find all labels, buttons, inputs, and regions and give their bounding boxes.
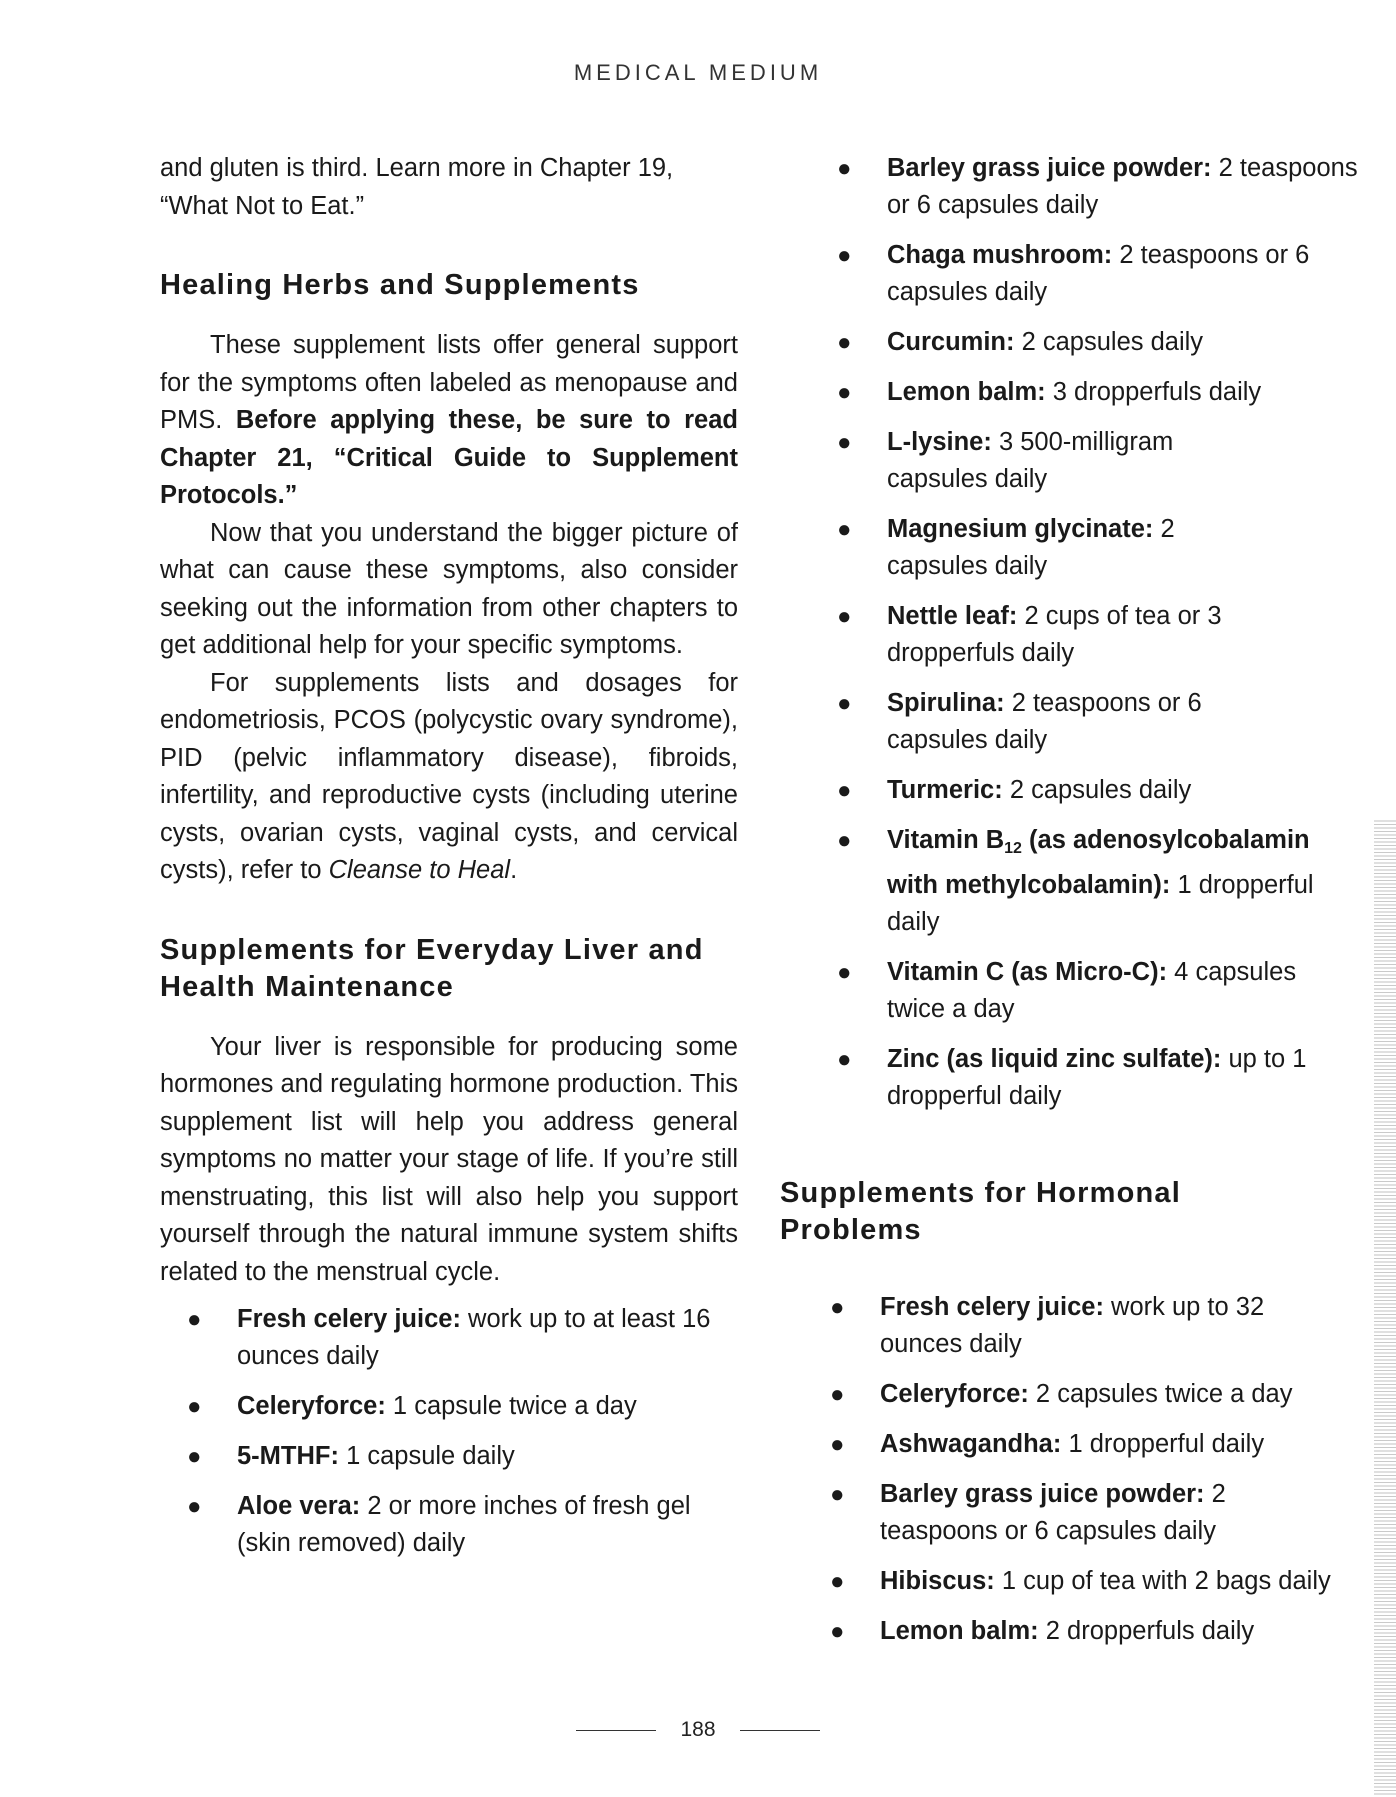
list-item	[773, 1613, 1360, 1650]
paragraph-text: These supplement lists offer general support for the symptoms often labeled as menopause and PMS.	[160, 331, 738, 434]
supplement-dose: 2 capsules daily	[1009, 776, 1192, 804]
bullet-icon: ●	[187, 1393, 202, 1420]
bullet-icon: ●	[187, 1306, 202, 1333]
paragraph-intro-supplements	[160, 327, 738, 515]
bullet-icon: ●	[830, 1431, 845, 1458]
list-item	[780, 511, 1360, 585]
subscript-12: 12	[1004, 840, 1022, 857]
supplement-dose: 2 teaspoons or 6 capsules daily	[887, 241, 1310, 306]
bullet-icon: ●	[830, 1481, 845, 1508]
list-item	[773, 1563, 1396, 1600]
list-item	[780, 822, 1360, 941]
list-item	[142, 1388, 738, 1425]
liver-supplement-list-continued	[780, 150, 1360, 1115]
list-item	[780, 324, 1360, 361]
list-item	[773, 1426, 1360, 1463]
supplement-dose: 1 cup of tea with 2 bags daily	[1001, 1567, 1331, 1595]
supplement-name: Barley grass juice powder:	[887, 154, 1212, 182]
bullet-icon: ●	[837, 690, 852, 717]
supplement-name: L-lysine:	[887, 428, 992, 456]
bullet-icon: ●	[830, 1568, 845, 1595]
bullet-icon: ●	[837, 959, 852, 986]
right-column	[780, 150, 1360, 1663]
supplement-dose: 2 teaspoons or 6 capsules daily	[887, 154, 1358, 219]
intro-paragraph: and gluten is third. Learn more in Chapter 19, “What Not to Eat.”	[160, 154, 674, 220]
list-item	[773, 1376, 1360, 1413]
running-head: MEDICAL MEDIUM	[573, 60, 823, 85]
supplement-dose: 1 capsule twice a day	[392, 1392, 637, 1420]
supplement-name: Lemon balm:	[887, 378, 1046, 406]
paragraph-end: .	[510, 856, 518, 884]
bullet-icon: ●	[837, 242, 852, 269]
scan-edge-artifact	[1374, 820, 1396, 1797]
bullet-icon: ●	[837, 155, 852, 182]
supplement-name-pre: Vitamin B	[887, 826, 1005, 854]
supplement-name: 5-MTHF:	[237, 1442, 339, 1470]
supplement-dose: work up to 32 ounces daily	[880, 1293, 1265, 1358]
supplement-name: Magnesium glycinate:	[887, 515, 1154, 543]
supplement-name: Curcumin:	[887, 328, 1015, 356]
supplement-name: Turmeric:	[887, 776, 1003, 804]
supplement-dose: 2 dropperfuls daily	[1045, 1617, 1255, 1645]
supplement-dose: 3 500-milligram capsules daily	[887, 428, 1174, 493]
paragraph-liver: Your liver is responsible for producing some hormones and regulating hormone production. This supplement list will help you address general symptoms no matter your stage of life. If you’re still menstruating, this list will also help you support yourself through the natural immune system shifts related to the menstrual cycle.	[160, 1032, 738, 1286]
hormonal-supplement-list	[773, 1289, 1360, 1650]
supplement-dose: 2 capsules twice a day	[1035, 1380, 1293, 1408]
supplement-dose: 2 or more inches of fresh gel (skin removed) daily	[237, 1492, 691, 1557]
supplement-name: Celeryforce:	[237, 1392, 386, 1420]
footer-rule-left	[576, 1730, 656, 1731]
section-heading-liver-maintenance: Supplements for Everyday Liver and Health Maintenance	[160, 933, 704, 1003]
supplement-dose: up to 1 dropperful daily	[887, 1045, 1307, 1110]
supplement-name: Vitamin C (as Micro-C):	[887, 958, 1168, 986]
bullet-icon: ●	[830, 1381, 845, 1408]
supplement-name: Spirulina:	[887, 689, 1005, 717]
list-item	[780, 374, 1360, 411]
bullet-icon: ●	[837, 429, 852, 456]
page-number: 188	[680, 1718, 716, 1741]
supplement-dose: 2 teaspoons or 6 capsules daily	[880, 1480, 1226, 1545]
list-item	[780, 150, 1360, 224]
paragraph-bigger-picture: Now that you understand the bigger picture of what can cause these symptoms, also consider seeking out the information from other chapters to get additional help for your specific symptoms.	[160, 518, 738, 659]
section-healing-herbs-body	[160, 327, 738, 890]
paragraph-bold-note: Before applying these, be sure to read Chapter 21, “Critical Guide to Supplement Protocols.”	[160, 406, 738, 509]
section-heading-healing-herbs: Healing Herbs and Supplements	[160, 269, 640, 301]
list-item	[780, 772, 1360, 809]
supplement-dose: 4 capsules twice a day	[887, 958, 1297, 1023]
left-column	[160, 150, 738, 1575]
bullet-icon: ●	[837, 329, 852, 356]
list-item	[780, 954, 1360, 1028]
bullet-icon: ●	[187, 1493, 202, 1520]
list-item	[780, 598, 1360, 672]
list-item	[780, 685, 1360, 759]
list-item	[142, 1438, 738, 1475]
paragraph-refer-cleanse	[160, 665, 738, 890]
list-item	[773, 1289, 1360, 1363]
bullet-icon: ●	[837, 777, 852, 804]
supplement-dose: 1 dropperful daily	[1068, 1430, 1265, 1458]
bullet-icon: ●	[837, 827, 852, 854]
list-item	[773, 1476, 1360, 1550]
bullet-icon: ●	[837, 379, 852, 406]
supplement-name: Hibiscus:	[880, 1567, 995, 1595]
bullet-icon: ●	[837, 1046, 852, 1073]
paragraph-text: For supplements lists and dosages for endometriosis, PCOS (polycystic ovary syndrome), PID (pelvic inflammatory disease), fibroids, infertility, and reproductive cysts (including uterine cysts, ovarian cysts, vaginal cysts, and cervical cysts), refer to	[160, 668, 738, 884]
supplement-name: Zinc (as liquid zinc sulfate):	[887, 1045, 1222, 1073]
page-footer	[0, 1718, 1396, 1742]
list-item	[142, 1488, 738, 1562]
bullet-icon: ●	[830, 1294, 845, 1321]
list-item	[780, 237, 1360, 311]
supplement-name: Barley grass juice powder:	[880, 1480, 1205, 1508]
supplement-name: Nettle leaf:	[887, 602, 1018, 630]
list-item	[780, 424, 1360, 498]
bullet-icon: ●	[830, 1618, 845, 1645]
supplement-name: Chaga mushroom:	[887, 241, 1113, 269]
bullet-icon: ●	[837, 603, 852, 630]
supplement-dose: 2 capsules daily	[1021, 328, 1204, 356]
supplement-name: Ashwagandha:	[880, 1430, 1062, 1458]
liver-supplement-list	[142, 1301, 738, 1562]
book-title-cleanse-to-heal: Cleanse to Heal	[328, 856, 511, 884]
supplement-name: Aloe vera:	[237, 1492, 361, 1520]
supplement-name: Celeryforce:	[880, 1380, 1029, 1408]
list-item	[142, 1301, 738, 1375]
bullet-icon: ●	[837, 516, 852, 543]
supplement-dose: 1 capsule daily	[346, 1442, 515, 1470]
supplement-dose: work up to at least 16 ounces daily	[237, 1305, 711, 1370]
supplement-name: Lemon balm:	[880, 1617, 1039, 1645]
supplement-name: Fresh celery juice:	[880, 1293, 1104, 1321]
supplement-name-post: (as adenosylcobalamin with methylcobalamin):	[887, 826, 1310, 899]
supplement-dose: 3 dropperfuls daily	[1052, 378, 1262, 406]
supplement-dose: 1 dropperful daily	[887, 871, 1314, 936]
footer-rule-right	[740, 1730, 820, 1731]
bullet-icon: ●	[187, 1443, 202, 1470]
list-item	[780, 1041, 1360, 1115]
supplement-dose: 2 capsules daily	[887, 515, 1175, 580]
supplement-name: Fresh celery juice:	[237, 1305, 461, 1333]
supplement-dose: 2 cups of tea or 3 dropperfuls daily	[887, 602, 1222, 667]
supplement-dose: 2 teaspoons or 6 capsules daily	[887, 689, 1202, 754]
section-heading-hormonal-problems: Supplements for Hormonal Problems	[780, 1177, 1181, 1246]
